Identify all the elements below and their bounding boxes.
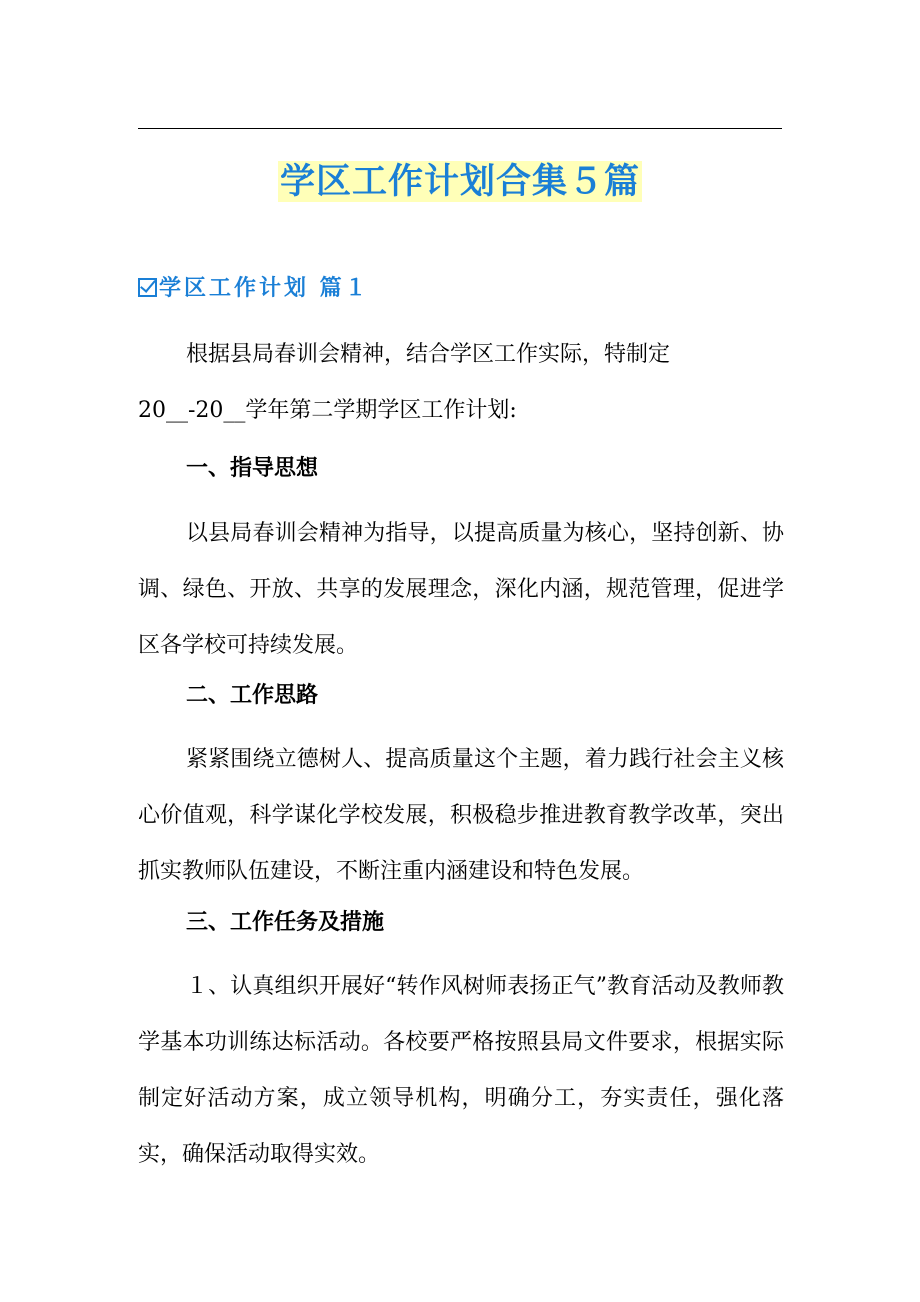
heading-guiding-ideology: 一、指导思想 [186,456,319,481]
paragraph-work-approach: 紧紧围绕立德树人、提高质量这个主题，着力践行社会主义核心价值观，科学谋化学校发展，积极稳步推进教育教学改革，突出抓实教师队伍建设，不断注重内涵建设和特色发展。 [138,747,784,884]
intro-paragraph [138,327,784,439]
document-title [0,156,920,208]
paragraph-guiding-ideology: 以县局春训会精神为指导，以提高质量为核心，坚持创新、协调、绿色、开放、共享的发展理念，深化内涵，规范管理，促进学区各学校可持续发展。 [138,521,784,658]
intro-line-1: 根据县局春训会精神，结合学区工作实际，特制定 [186,342,671,367]
checkbox-checked-icon [138,278,157,297]
heading-work-approach: 二、工作思路 [186,683,319,708]
paragraph-task-1: １、认真组织开展好“转作风树师表扬正气”教育活动及教师教学基本功训练达标活动。各校要严格按照县局文件要求，根据实际制定好活动方案，成立领导机构，明确分工，夯实责任，强化落实，确保活动取得实效。 [138,974,784,1167]
document-title-text: 学区工作计划合集５篇 [279,161,640,202]
section-heading-text: 学区工作计划 篇１ [159,275,370,301]
top-divider [138,128,782,129]
heading-tasks-measures: 三、工作任务及措施 [186,910,385,935]
section-heading [138,271,370,305]
intro-line-2: 20__-20__学年第二学期学区工作计划: [138,398,517,423]
